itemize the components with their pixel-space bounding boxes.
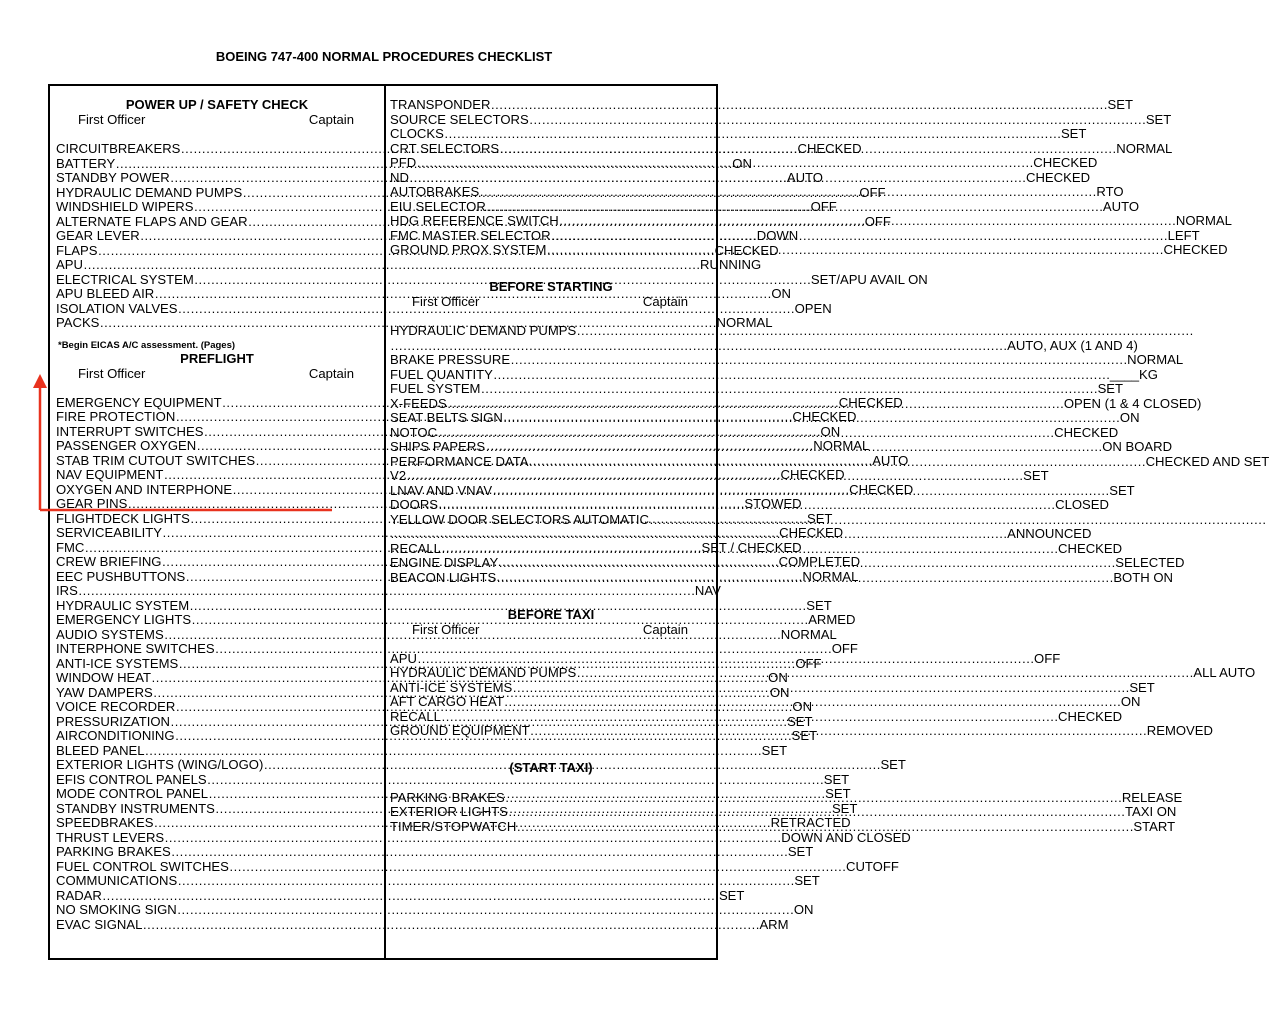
checklist-item-label: YAW DAMPERS — [56, 684, 153, 700]
checklist-row — [56, 829, 911, 846]
checklist-item-value: AUTO, AUX (1 AND 4) — [1007, 337, 1138, 353]
checklist-item-value: BOTH ON — [1113, 569, 1173, 585]
checklist-row — [56, 858, 899, 875]
before-taxi-list — [390, 650, 1256, 739]
checklist-item-value: OFF — [859, 184, 886, 200]
leader-dots — [444, 127, 1061, 142]
checklist-item-value: ON — [792, 699, 813, 714]
checklist-item-label: YELLOW DOOR SELECTORS AUTOMATIC — [390, 511, 650, 527]
checklist-item-value: ON BOARD — [1102, 439, 1173, 454]
checklist-row — [390, 694, 1141, 710]
checklist-item-label: MODE CONTROL PANEL — [56, 786, 209, 801]
checklist-item-value: TAXI ON — [1124, 804, 1177, 819]
leader-dots — [438, 498, 1055, 513]
leader-dots — [516, 820, 1133, 835]
checklist-item-value: SET — [1129, 679, 1155, 695]
checklist-item-value: ____KG — [1109, 366, 1158, 382]
checklist-item-value: RTO — [1096, 184, 1124, 199]
checklist-item-value: SET — [1060, 126, 1087, 141]
checklist-item-label: FUEL CONTROL SWITCHES — [56, 858, 229, 874]
checklist-item-value: CHECKED — [792, 409, 857, 424]
leader-dots — [177, 874, 794, 889]
checklist-item-value: OPEN — [794, 300, 832, 316]
checklist-item-label: PACKS — [56, 315, 100, 330]
checklist-item-value: AUTO — [872, 452, 909, 468]
checklist-item-label: STANDBY INSTRUMENTS — [56, 800, 215, 816]
checklist-item-value: CHECKED — [1058, 540, 1123, 556]
checklist-item-label: SERVICEABILITY — [56, 525, 163, 540]
checklist-item-value: NORMAL — [813, 438, 870, 453]
checklist-item-value: ON — [1119, 410, 1140, 425]
checklist-row — [56, 257, 762, 273]
leader-dots — [417, 652, 1034, 667]
checklist-item-label: TRANSPONDER — [390, 97, 491, 112]
checklist-item-label: COMMUNICATIONS — [56, 873, 178, 888]
leader-dots — [441, 710, 1058, 725]
checklist-row — [390, 513, 712, 528]
checklist-item-value: DOWN AND CLOSED — [781, 829, 911, 845]
leader-dots — [390, 339, 1007, 354]
checklist-item-label: ANTI-ICE SYSTEMS — [390, 679, 513, 695]
checklist-row — [56, 525, 844, 541]
checklist-item-value: ON — [793, 902, 814, 917]
section-heading-power-up: POWER UP / SAFETY CHECK — [125, 97, 309, 112]
checklist-item-value: ON — [768, 670, 788, 685]
leader-dots — [528, 452, 1145, 470]
checklist-item-label: AIRCONDITIONING — [56, 728, 175, 743]
leader-dots — [529, 113, 1146, 128]
checklist-item-value: CHECKED — [838, 394, 903, 410]
leader-dots — [508, 805, 1125, 820]
leader-dots — [530, 724, 1147, 739]
checklist-item-value: NORMAL — [716, 315, 773, 330]
page-title: BOEING 747-400 NORMAL PROCEDURES CHECKLIST — [215, 49, 553, 64]
checklist-item-value: SET — [1107, 97, 1133, 112]
checklist-item-value: SET — [761, 742, 788, 758]
checklist-item-label: SPEEDBRAKES — [56, 815, 154, 830]
section-heading-before-starting: BEFORE STARTING — [489, 279, 613, 294]
checklist-item-label: VOICE RECORDER — [56, 699, 176, 714]
checklist-item-value: ARM — [759, 916, 789, 932]
checklist-item-value: SET / CHECKED — [701, 539, 802, 555]
leader-dots — [505, 791, 1122, 806]
first-officer-label: First Officer — [78, 365, 146, 381]
leader-dots — [485, 440, 1102, 455]
role-labels — [390, 623, 712, 638]
checklist-item-label: FLIGHTDECK LIGHTS — [56, 510, 190, 526]
checklist-item-value: RUNNING — [700, 257, 762, 272]
checklist-row — [56, 742, 788, 759]
leader-dots — [447, 394, 1064, 412]
checklist-item-label: GEAR LEVER — [56, 228, 140, 243]
checklist-item-label: FIRE PROTECTION — [56, 409, 176, 424]
checklist-item-label: EEC PUSHBUTTONS — [56, 568, 186, 584]
leader-dots — [559, 214, 1176, 229]
checklist-item-label: EVAC SIGNAL — [56, 916, 143, 932]
leader-dots — [649, 510, 1266, 528]
checklist-item-label: BATTERY — [56, 155, 116, 171]
checklist-item-label: ALTERNATE FLAPS AND GEAR — [56, 213, 248, 229]
checklist-item-value: SET — [880, 757, 906, 772]
checklist-item-value: CHECKED AND SET — [1145, 453, 1269, 469]
checklist-item-label: AUDIO SYSTEMS — [56, 626, 164, 642]
checklist-table — [48, 84, 1269, 960]
leader-dots — [486, 200, 1103, 215]
checklist-item-value: SET — [1109, 482, 1135, 498]
checklist-item-label: EMERGENCY LIGHTS — [56, 612, 192, 627]
checklist-item-value: RELEASE — [1121, 789, 1183, 805]
leader-dots — [503, 411, 1120, 426]
checklist-item-label: WINDOW HEAT — [56, 670, 152, 685]
checklist-item-label: PASSENGER OXYGEN — [56, 438, 197, 453]
checklist-item-label: GROUND PROX SYSTEM — [390, 242, 547, 257]
checklist-item-value: ALL AUTO — [1193, 665, 1256, 680]
checklist-item-value: ON — [771, 286, 791, 301]
checklist-item-label: ND — [390, 169, 409, 185]
checklist-item-label: ELECTRICAL SYSTEM — [56, 271, 194, 287]
checklist-row — [390, 352, 1184, 368]
checklist-item-label: STAB TRIM CUTOUT SWITCHES — [56, 452, 256, 468]
section-heading-before-taxi: BEFORE TAXI — [507, 606, 595, 622]
checklist-item-label: FUEL SYSTEM — [390, 381, 481, 396]
checklist-item-label: HYDRAULIC DEMAND PUMPS — [390, 323, 577, 338]
checklist-row — [56, 641, 858, 657]
checklist-item-label: SOURCE SELECTORS — [390, 111, 529, 127]
checklist-item-label: RADAR — [56, 887, 102, 903]
checklist-item-label: AUTOBRAKES — [390, 184, 480, 199]
checklist-item-value: OPEN (1 & 4 CLOSED) — [1063, 395, 1202, 411]
checklist-item-value: SET — [1097, 381, 1124, 396]
checklist-item-value: CHECKED — [1033, 155, 1098, 170]
leader-dots — [416, 156, 1033, 171]
captain-label: Captain — [642, 294, 688, 309]
checklist-item-label: X-FEEDS — [390, 395, 447, 411]
role-labels — [56, 367, 378, 382]
checklist-row — [56, 916, 789, 933]
checklist-item-label: ANTI-ICE SYSTEMS — [56, 655, 179, 671]
checklist-item-label: IRS — [56, 583, 78, 598]
leader-dots — [102, 889, 719, 904]
checklist-row — [56, 902, 814, 918]
checklist-item-label: ENGINE DISPLAY — [390, 555, 499, 570]
leader-dots — [504, 695, 1121, 710]
checklist-item-value: START — [1133, 818, 1176, 834]
checklist-item-label: ISOLATION VALVES — [56, 300, 178, 316]
leader-dots — [409, 171, 1026, 186]
checklist-item-label: PERFORMANCE DATA — [390, 453, 529, 469]
checklist-row — [390, 126, 1087, 142]
checklist-item-value: RETRACTED — [770, 815, 851, 830]
leader-dots — [496, 568, 1113, 586]
role-labels — [390, 295, 712, 310]
checklist-row — [390, 111, 1172, 128]
leader-dots — [576, 324, 1193, 339]
checklist-item-value: NORMAL — [1116, 140, 1173, 156]
checklist-item-value: OFF — [831, 641, 858, 656]
checklist-item-value: NORMAL — [1127, 352, 1184, 367]
leader-dots — [479, 185, 1096, 200]
checklist-item-value: SET — [831, 800, 858, 816]
checklist-row — [390, 650, 1061, 667]
checklist-item-label: PFD — [390, 155, 417, 170]
checklist-item-label: APU — [390, 650, 417, 666]
checklist-item-label: PARKING BRAKES — [56, 844, 171, 859]
checklist-row — [56, 887, 745, 904]
checklist-item-value: SET — [794, 873, 820, 888]
checklist-item-value: CHECKED — [1054, 424, 1119, 440]
checklist-item-value: CHECKED — [1058, 708, 1123, 724]
checklist-row — [56, 771, 850, 788]
checklist-item-value: NORMAL — [780, 626, 837, 642]
checklist-item-label: FMC — [56, 539, 85, 555]
checklist-row — [390, 324, 712, 339]
checklist-item-label: CREW BRIEFING — [56, 554, 162, 569]
checklist-item-value: CHECKED — [714, 242, 779, 258]
checklist-item-value: REMOVED — [1146, 723, 1213, 738]
checklist-row — [390, 337, 1138, 354]
checklist-item-label: V2 — [390, 468, 407, 483]
checklist-row — [390, 242, 1228, 258]
checklist-item-label: THRUST LEVERS — [56, 829, 165, 845]
checklist-item-label: HDG REFERENCE SWITCH — [390, 213, 559, 228]
checklist-item-label: GEAR PINS — [56, 496, 128, 511]
checklist-row — [56, 844, 814, 860]
captain-label: Captain — [642, 621, 688, 637]
checklist-item-value: ON — [1120, 694, 1141, 709]
first-officer-label: First Officer — [412, 621, 480, 637]
checklist-item-value: SET — [1023, 468, 1049, 483]
checklist-item-label: TIMER/STOPWATCH — [390, 818, 517, 834]
checklist-item-value: NORMAL — [1175, 213, 1232, 228]
checklist-row — [390, 366, 1158, 383]
checklist-item-value: CHECKED — [797, 141, 862, 156]
checklist-item-value: OFF — [795, 655, 822, 671]
checklist-item-label: EIU SELECTOR — [390, 198, 486, 214]
checklist-item-value: SET — [718, 887, 745, 903]
checklist-row — [390, 97, 1133, 113]
leader-dots — [171, 845, 788, 860]
checklist-item-label: FMC MASTER SELECTOR — [390, 227, 551, 243]
leader-dots — [441, 539, 1058, 557]
leader-dots — [480, 382, 1097, 397]
first-officer-label: First Officer — [412, 294, 480, 309]
leader-dots — [490, 98, 1107, 113]
checklist-item-value: ON — [732, 155, 752, 171]
checklist-row — [56, 583, 721, 599]
leader-dots — [499, 142, 1116, 157]
checklist-item-label: WINDSHIELD WIPERS — [56, 199, 194, 214]
checklist-item-value: COMPLETED — [778, 554, 861, 569]
checklist-item-value: NAV — [694, 583, 721, 598]
eicas-note: *Begin EICAS A/C assessment. (Pages) — [58, 339, 236, 351]
checklist-item-value: LEFT — [1167, 227, 1200, 243]
leader-dots — [437, 423, 1054, 441]
checklist-item-value: SET — [787, 713, 813, 729]
checklist-item-value: SET — [825, 786, 851, 801]
checklist-item-label: AFT CARGO HEAT — [390, 694, 504, 709]
checklist-item-label: SHIPS PAPERS — [390, 439, 486, 454]
checklist-item-label: FLAPS — [56, 242, 98, 258]
leader-dots — [512, 681, 1129, 696]
leader-dots — [576, 666, 1193, 681]
checklist-item-label: PRESSURIZATION — [56, 713, 170, 729]
leader-dots — [229, 860, 846, 875]
checklist-item-value: OFF — [810, 199, 837, 214]
checklist-row — [390, 381, 1124, 397]
checklist-item-value: SELECTED — [1115, 555, 1185, 570]
checklist-item-value: CHECKED — [1026, 169, 1091, 185]
checklist-item-label: APU BLEED AIR — [56, 286, 155, 301]
checklist-item-value: CHECKED — [779, 525, 844, 540]
checklist-item-value: SET/APU AVAIL ON — [810, 271, 928, 287]
checklist-item-value: CUTOFF — [846, 858, 899, 874]
checklist-item-value: STOWED — [744, 496, 802, 511]
checklist-item-value: CHECKED — [780, 467, 845, 482]
checklist-item-value: CHECKED — [849, 481, 914, 497]
leader-dots — [492, 481, 1109, 499]
checklist-item-value: SET — [806, 597, 832, 613]
checklist-item-label: LNAV AND VNAV — [390, 482, 493, 498]
captain-label: Captain — [308, 365, 354, 381]
checklist-item-value: ON — [820, 423, 841, 439]
checklist-item-label: EMERGENCY EQUIPMENT — [56, 394, 222, 410]
checklist-item-label: BEACON LIGHTS — [390, 569, 497, 585]
checklist-item-label: NOTOC — [390, 424, 438, 440]
leader-dots — [142, 918, 759, 933]
checklist-item-label: APU — [56, 257, 83, 272]
checklist-item-label: SEAT BELTS SIGN — [390, 410, 503, 425]
leader-dots — [406, 469, 1023, 484]
leader-dots — [498, 556, 1115, 571]
leader-dots — [546, 243, 1163, 258]
checklist-item-value: SET — [787, 844, 814, 859]
section-heading-start-taxi: (START TAXI) — [509, 760, 593, 775]
checklist-item-label: NO SMOKING SIGN — [56, 902, 177, 917]
checklist-row — [56, 873, 820, 889]
checklist-item-label: NAV EQUIPMENT — [56, 467, 164, 482]
leader-dots — [177, 903, 794, 918]
checklist-item-label: OXYGEN AND INTERPHONE — [56, 481, 233, 497]
checklist-item-label: INTERRUPT SWITCHES — [56, 423, 204, 439]
role-labels — [56, 113, 378, 128]
checklist-item-value: AUTO — [1102, 198, 1140, 214]
checklist-item-value: SET — [1145, 111, 1172, 127]
checklist-item-value: CLOSED — [1055, 497, 1109, 512]
leader-dots — [551, 229, 1168, 244]
checklist-item-label: CIRCUITBREAKERS — [56, 141, 181, 156]
checklist-item-label: STANDBY POWER — [56, 170, 170, 185]
checklist-item-value: SET — [791, 728, 818, 743]
checklist-item-label: HYDRAULIC DEMAND PUMPS — [56, 184, 243, 200]
checklist-item-value: DOWN — [756, 228, 799, 243]
checklist-item-label: EXTERIOR LIGHTS (WING/LOGO) — [56, 757, 264, 772]
checklist-item-label: INTERPHONE SWITCHES — [56, 641, 215, 656]
checklist-item-label: FUEL QUANTITY — [390, 366, 493, 382]
checklist-item-label: HYDRAULIC DEMAND PUMPS — [390, 665, 577, 680]
checklist-item-value: OFF — [1034, 650, 1061, 666]
checklist-row — [56, 170, 823, 186]
first-officer-label: First Officer — [78, 112, 146, 127]
checklist-item-label: CLOCKS — [390, 126, 444, 141]
leader-dots — [390, 527, 1007, 542]
checklist-item-label: DOORS — [390, 497, 439, 512]
checklist-item-value: SET — [823, 771, 850, 787]
arrow-head — [33, 374, 47, 388]
leader-dots — [510, 353, 1127, 368]
checklist-item-label: GROUND EQUIPMENT — [390, 723, 530, 738]
checklist-item-label: HYDRAULIC SYSTEM — [56, 597, 190, 613]
section-heading-preflight: PREFLIGHT — [180, 350, 254, 366]
checklist-item-value: SET — [806, 510, 833, 526]
checklist-item-label: EFIS CONTROL PANELS — [56, 771, 207, 787]
leader-dots — [493, 368, 1110, 383]
checklist-item-label: BLEED PANEL — [56, 742, 145, 758]
checklist-item-value: CHECKED — [1163, 242, 1228, 257]
checklist-item-value: ON — [769, 684, 790, 700]
checklist-item-label: PARKING BRAKES — [390, 789, 505, 805]
checklist-item-value: OFF — [864, 213, 891, 229]
checklist-item-label: RECALL — [390, 540, 441, 556]
checklist-item-value: NORMAL — [802, 568, 859, 584]
checklist-item-label: RECALL — [390, 708, 441, 724]
captain-label: Captain — [308, 112, 354, 127]
checklist-item-label: CRT SELECTORS — [390, 140, 500, 156]
checklist-item-label: BRAKE PRESSURE — [390, 352, 511, 367]
checklist-item-value: ANNOUNCED — [1007, 526, 1092, 541]
checklist-item-value: ARMED — [808, 612, 856, 627]
checklist-item-value: AUTO — [786, 170, 823, 185]
checklist-item-label: EXTERIOR LIGHTS — [390, 804, 508, 819]
